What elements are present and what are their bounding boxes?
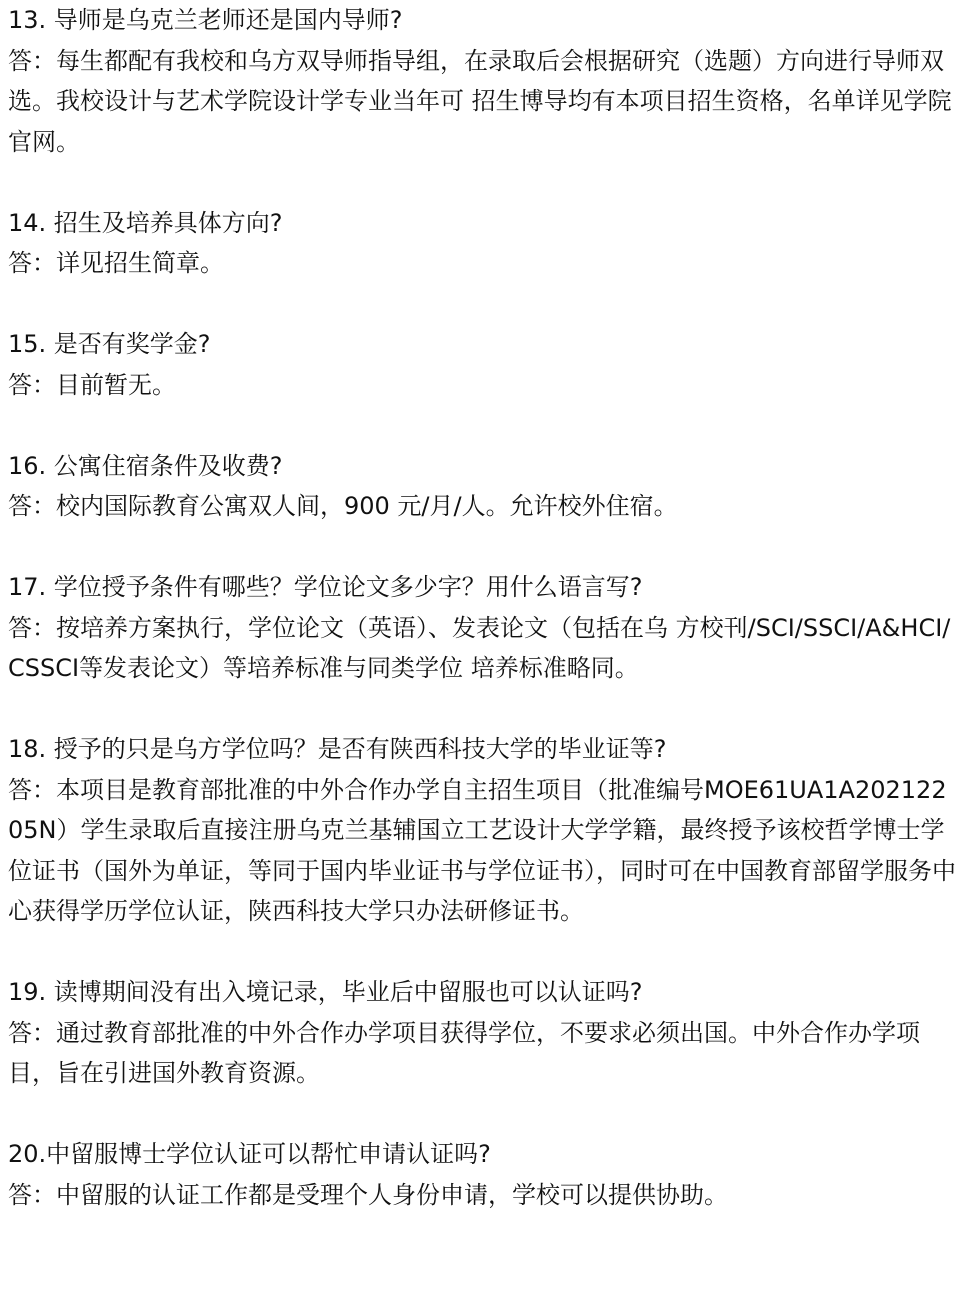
faq-item-16: [8, 446, 960, 527]
answer-text: 答：每生都配有我校和乌方双导师指导组，在录取后会根据研究（选题）方向进行导师双选。我校设计与艺术学院设计学专业当年可 招生博导均有本项目招生资格，名单详见学院官网。: [8, 46, 952, 156]
question-text: 20.中留服博士学位认证可以帮忙申请认证吗?: [8, 1140, 491, 1168]
answer-text: 答：通过教育部批准的中外合作办学项目获得学位，不要求必须出国。中外合作办学项目，旨在引进国外教育资源。: [8, 1018, 920, 1087]
faq-item-15: [8, 324, 960, 405]
faq-item-13: [8, 0, 960, 162]
question-text: 17. 学位授予条件有哪些？学位论文多少字？用什么语言写?: [8, 573, 643, 601]
answer-text: 答：校内国际教育公寓双人间，900 元/月/人。允许校外住宿。: [8, 492, 678, 520]
faq-document: [8, 0, 960, 1256]
answer-text: 答：目前暂无。: [8, 370, 176, 399]
question-text: 18. 授予的只是乌方学位吗？是否有陕西科技大学的毕业证等?: [8, 735, 667, 763]
question-text: 16. 公寓住宿条件及收费?: [8, 451, 283, 480]
question-text: 19. 读博期间没有出入境记录，毕业后中留服也可以认证吗?: [8, 978, 643, 1006]
question-text: 15. 是否有奖学金?: [8, 330, 211, 358]
answer-text: 答：按培养方案执行，学位论文（英语）、发表论文（包括在乌 方校刊/SCI/SSCI/A&HCI/CSSCI等发表论文）等培养标准与同类学位 培养标准略同。: [8, 613, 951, 682]
faq-item-19: [8, 972, 960, 1094]
question-text: 13. 导师是乌克兰老师还是国内导师?: [8, 6, 403, 34]
answer-text: 答：本项目是教育部批准的中外合作办学自主招生项目（批准编号MOE61UA1A20212205N）学生录取后直接注册乌克兰基辅国立工艺设计大学学籍，最终授予该校哲学博士学位证书（国外为单证，等同于国内毕业证书与学位证书），同时可在中国教育部留学服务中心获得学历学位认证，陕西科技大学只办法研修证书。: [8, 775, 956, 925]
question-text: 14. 招生及培养具体方向?: [8, 208, 283, 237]
answer-text: 答：详见招生简章。: [8, 249, 224, 277]
faq-item-20: [8, 1134, 960, 1215]
faq-item-18: [8, 729, 960, 932]
faq-item-17: [8, 567, 960, 689]
faq-item-14: [8, 203, 960, 284]
answer-text: 答：中留服的认证工作都是受理个人身份申请，学校可以提供协助。: [8, 1180, 728, 1209]
